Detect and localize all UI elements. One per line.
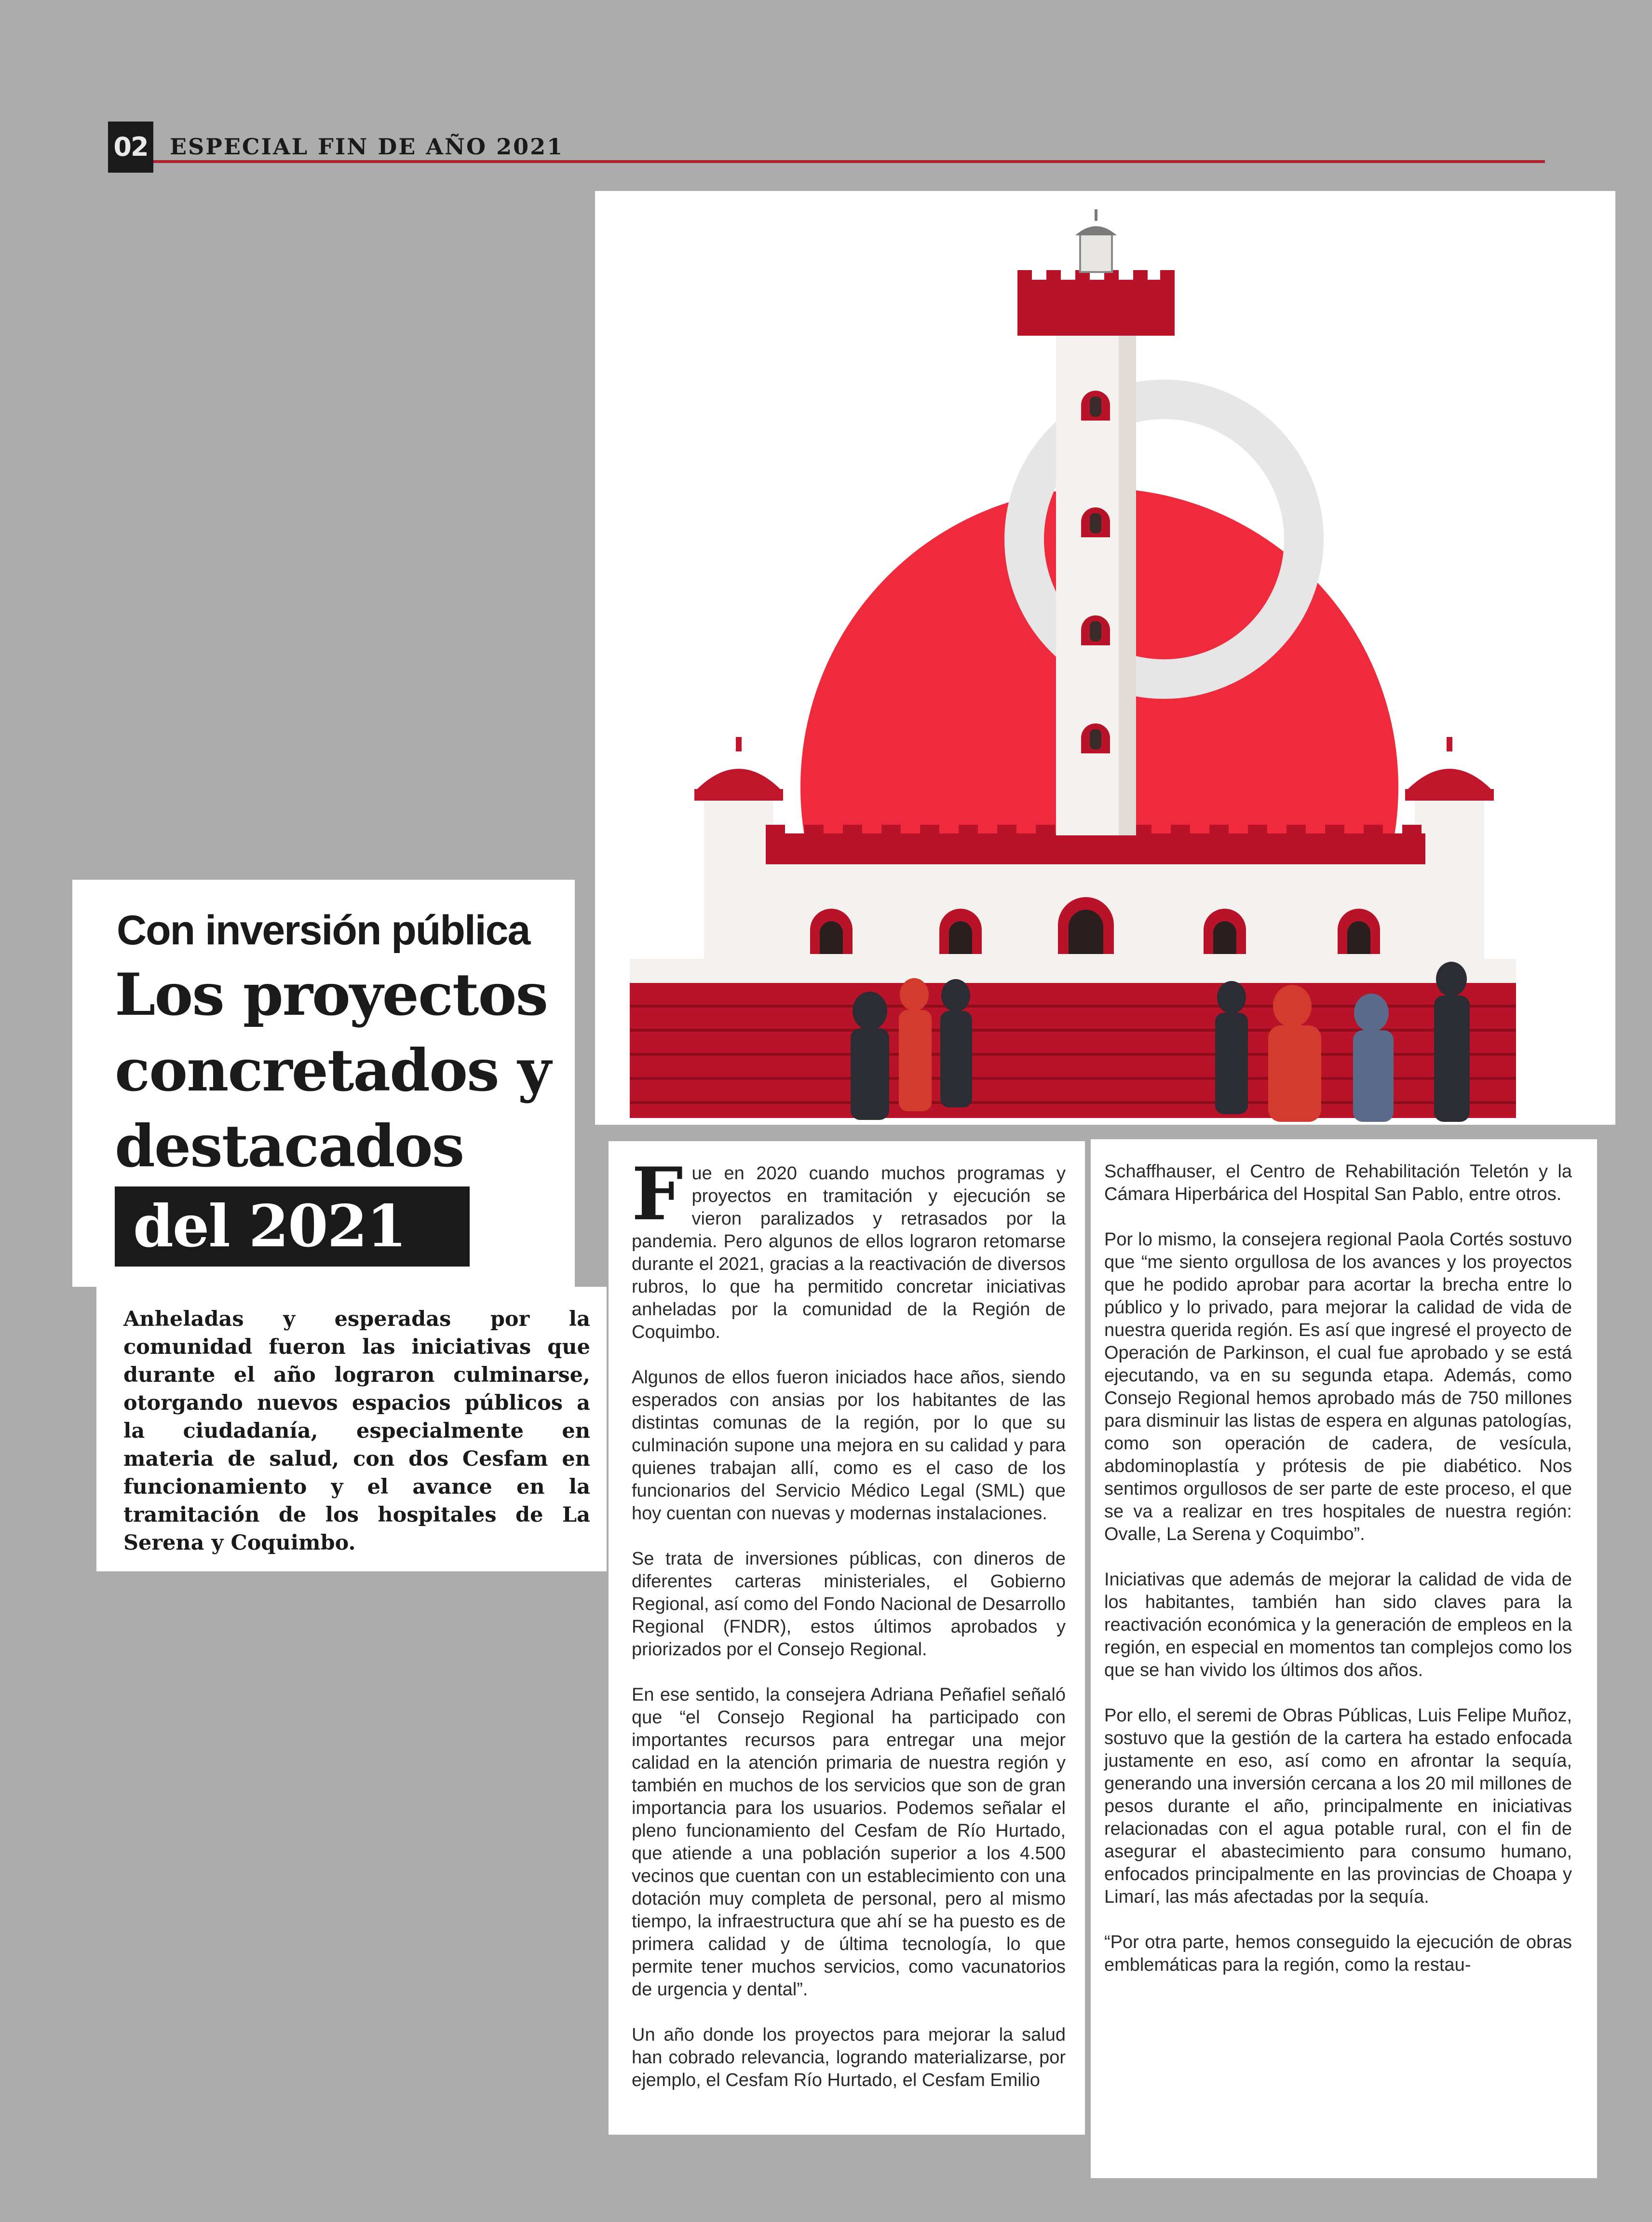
article-column-2 [1091, 1139, 1597, 2178]
drop-cap: F [632, 1152, 683, 1237]
paragraph: “Por otra parte, hemos conseguido la ejecución de obras emblemáticas para la región, como la restau- [1104, 1932, 1572, 1975]
paragraph: Se trata de inversiones públicas, con dineros de diferentes carteras ministeriales, el Gobierno Regional, así como del Fondo Nacional de Desarrollo Regional (FNDR), estos últimos aprobados y priorizados por el Consejo Regional. [632, 1549, 1066, 1660]
section-title: ESPECIAL FIN DE AÑO 2021 [170, 134, 564, 160]
article-column-1 [609, 1141, 1085, 2135]
paragraph [632, 1152, 1066, 1344]
paragraph: Algunos de ellos fueron iniciados hace años, siendo esperados con ansias por los habitantes de las distintas comunas de la región, por lo que su culminación supone una mejora en su calidad y para quienes trabajan allí, como es el caso de los funcionarios del Servicio Médico Legal (SML) que hoy cuentan con nuevas y modernas instalaciones. [632, 1367, 1066, 1524]
page-number: 02 [108, 122, 153, 173]
paragraph: Schaffhauser, el Centro de Rehabilitación Teletón y la Cámara Hiperbárica del Hospital San Pablo, entre otros. [1104, 1161, 1572, 1204]
paragraph: Iniciativas que además de mejorar la calidad de vida de los habitantes, también han sido claves para la reactivación económica y la generación de empleos en la región, en especial en momentos tan complejos como los que se han vivido los últimos dos años. [1104, 1569, 1572, 1680]
headline-line: destacados [115, 1112, 464, 1180]
title-box [72, 880, 575, 1287]
left-turret [704, 791, 773, 967]
column-text [1104, 1160, 1572, 1977]
lead-paragraph: Anheladas y esperadas por la comunidad fueron las iniciativas que durante el año lograron culminarse, otorgando nuevos espacios públicos a la ciudadanía, especialmente en materia de salud, con dos Cesfam en funcionamiento y el avance en la tramitación de los hospitales de La Serena y Coquimbo. [123, 1307, 590, 1555]
headline [115, 957, 568, 1184]
lantern-room [1080, 234, 1112, 272]
paragraph: En ese sentido, la consejera Adriana Peñafiel señaló que “el Consejo Regional ha participado con importantes recursos para entregar una mejor calidad en la atención primaria de nuestra región y también en muchos de los servicios que son de gran importancia para los usuarios. Podemos señalar el pleno funcionamiento del Cesfam de Río Hurtado, que atiende a una población superior a los 4.500 vecinos que cuentan con un establecimiento con una dotación muy completa de personal, pero al mismo tiempo, la infraestructura que ahí se ha puesto es de primera calidad y de última tecnología, lo que permite tener muchos servicios, como vacunatorios de urgencia y dental”. [632, 1685, 1066, 2000]
photo-panel [595, 191, 1615, 1125]
header-rule [153, 160, 1545, 163]
paragraph: Por lo mismo, la consejera regional Paola Cortés sostuvo que “me siento orgullosa de los avances y los proyectos que he podido aprobar para acortar la brecha entre lo público y lo privado, para mejorar la calidad de vida de nuestra querida región. Es así que ingresé el proyecto de Operación de Parkinson, el cual fue aprobado y se está ejecutando, va en su segunda etapa. Además, como Consejo Regional hemos aprobado más de 750 millones para disminuir las listas de espera en algunas patologías, como son operación de cadera, de vesícula, abdominoplastía y prótesis de pie diabético. Nos sentimos orgullosos de ser parte de este proceso, el que se va a realizar en tres hospitales de nuestra región: Ovalle, La Serena y Coquimbo”. [1104, 1229, 1572, 1544]
paragraph: Un año donde los proyectos para mejorar la salud han cobrado relevancia, logrando materializarse, por ejemplo, el Cesfam Río Hurtado, el Cesfam Emilio [632, 2025, 1066, 2090]
headline-year: del 2021 [133, 1192, 406, 1260]
page-header [108, 122, 1545, 173]
headline-line: concretados y [115, 1036, 551, 1104]
tower-gallery [1017, 280, 1175, 336]
lead-box [96, 1287, 607, 1571]
column-text [632, 1152, 1066, 2092]
year-bar [115, 1186, 470, 1267]
headline-line: Los proyectos [115, 961, 548, 1029]
paragraph: Por ello, el seremi de Obras Públicas, Luis Felipe Muñoz, sostuvo que la gestión de la cartera ha estado enfocada justamente en eso, así como en afrontar la sequía, generando una inversión cercana a los 20 mil millones de pesos durante el año, principalmente en iniciativas relacionadas con el agua potable rural, con el fin de asegurar el abastecimiento para consumo humano, enfocados principalmente en las provincias de Choapa y Limarí, las más afectadas por la sequía. [1104, 1705, 1572, 1907]
kicker: Con inversión pública [117, 907, 530, 954]
lighthouse-photo [595, 191, 1615, 1125]
paragraph-text: ue en 2020 cuando muchos programas y proyectos en tramitación y ejecución se vieron paralizados y retrasados por la pandemia. Pero algunos de ellos lograron retomarse durante el 2021, gracias a la reactivación de diversos rubros, lo que ha permitido concretar iniciativas anheladas por la comunidad de la Región de Coquimbo. [632, 1163, 1066, 1342]
